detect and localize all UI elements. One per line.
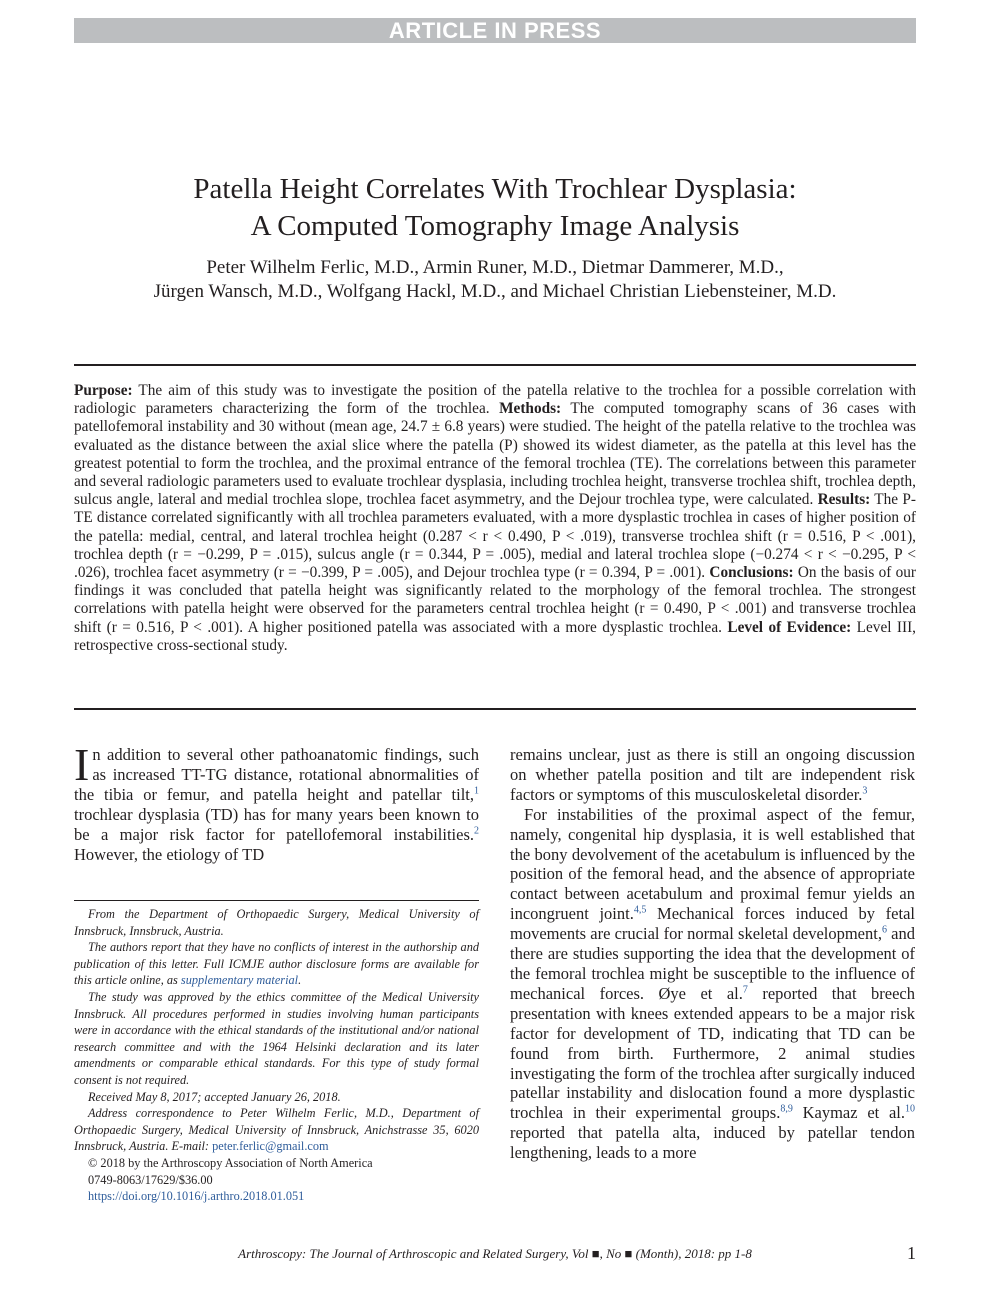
intro-text-b: trochlear dysplasia (TD) has for many years been known to be a major risk factor for patellofemoral instabilities. [74,804,479,844]
doi-link[interactable]: https://doi.org/10.1016/j.arthro.2018.01.051 [88,1189,305,1204]
ref-link[interactable]: 1 [474,785,479,797]
body-text: Kaymaz et al. [792,1103,906,1123]
author-list [74,256,916,304]
ethics-note: The study was approved by the ethics committee of the Medical University Innsbruck. All procedures performed in studies involving human participants were in accordance with the ethical standards of the institutional and/or national research committee and with the 1964 Helsinki declaration and its later amendments or comparable ethical standards. For this type of study formal consent is not required. [74,989,479,1087]
body-text: and there are studies supporting the idea that the development of the femoral trochlea might be susceptible to the influence of mechanical forces. Øye et al. [510,924,915,1003]
ref-link[interactable]: 10 [905,1103,916,1115]
methods-label: Methods: [499,400,562,418]
results-label: Results: [817,491,871,509]
body-paragraph-2 [510,805,915,1163]
title-line-2: A Computed Tomography Image Analysis [250,210,740,242]
coi-text: The authors report that they have no conflicts of interest in the authorship and publication of this letter. Full ICMJE author disclosure forms are available for this article online, as [74,940,479,988]
body-text: For instabilities of the proximal aspect of the femur, namely, congenital hip dysplasia, it is well established that the bony devolvement of the acetabulum is influenced by the position of the femoral head, and the absence of appropriate contact between acetabulum and proximal femur yields an incongruent joint. [510,804,915,924]
address-note [74,1105,479,1155]
abstract-top-rule [74,364,916,366]
left-column [74,739,479,864]
drop-cap: I [74,739,90,790]
issn-note: 0749-8063/17629/$36.00 [88,1172,213,1187]
affiliation-note: From the Department of Orthopaedic Surgery, Medical University of Innsbruck, Innsbruck, Austria. [74,907,479,938]
journal-footer: Arthroscopy: The Journal of Arthroscopic and Related Surgery, Vol ■, No ■ (Month), 2018: pp 1-8 [238,1246,752,1261]
footnote-rule [74,900,479,901]
address-text: Address correspondence to Peter Wilhelm Ferlic, M.D., Department of Orthopaedic Surgery, Medical University of Innsbruck, Anichstrasse 35, 6020 Innsbruck, Austria. E-mail: [74,1106,479,1154]
level-of-evidence-text: Level III, retrospective cross-sectional study. [74,618,917,654]
copyright-note: © 2018 by the Arthroscopy Association of North America [88,1155,373,1170]
authors-line-2: Jürgen Wansch, M.D., Wolfgang Hackl, M.D., and Michael Christian Liebensteiner, M.D. [153,281,837,302]
email-link[interactable]: peter.ferlic@gmail.com [212,1139,329,1154]
abstract-bottom-rule [74,708,916,710]
article-title [74,171,916,245]
ref-link[interactable]: 7 [742,984,748,996]
body-paragraph-1 [510,745,915,805]
intro-paragraph [74,739,479,864]
abstract [74,382,916,655]
conclusions-text: On the basis of our findings it was concluded that patella height was significantly related to the morphology of the femoral trochlea. The strongest correlations with patella height were observed for the parameters central trochlea height (r = 0.490, P < .001) and transverse trochlea shift (r = 0.516, P < .001). A higher positioned patella was associated with a more dysplastic trochlea. [74,564,916,636]
ref-link[interactable]: 2 [474,825,479,837]
right-column [510,745,915,1163]
article-in-press-banner: ARTICLE IN PRESS [74,18,916,43]
footnotes [74,906,479,1205]
body-text: reported that patella alta, induced by patellar tendon lengthening, leads to a more [510,1123,915,1163]
page-number: 1 [907,1243,916,1263]
received-note: Received May 8, 2017; accepted January 26, 2018. [88,1089,341,1104]
results-text: The P-TE distance correlated significantly with all trochlea parameters evaluated, with a more dysplastic trochlea in cases of higher position of the patella: medial, central, and lateral trochlea height (0.287 < r < 0.490, P < .019), transverse trochlea shift (r = 0.516, P < .001), trochlea depth (r = −0.299, P = .015), sulcus angle (r = 0.344, P = .005), medial and lateral trochlea slope (−0.274 < r < −0.295, P < .026), trochlea facet asymmetry (r = −0.399, P = .005), and Dejour trochlea type (r = 0.394, P = .001). [74,491,916,582]
coi-note [74,939,479,989]
body-text: remains unclear, just as there is still an ongoing discussion on whether patella position and tilt are independent risk factors or symptoms of this musculoskeletal disorder. [510,745,915,804]
title-line-1: Patella Height Correlates With Trochlear Dysplasia: [193,173,797,205]
supplementary-material-link[interactable]: supplementary material [180,973,299,988]
methods-text: The computed tomography scans of 36 cases with patellofemoral instability and 30 without (mean age, 24.7 ± 6.8 years) were studied. The height of the patella relative to the trochlea was evaluated as the distance between the axial slice where the patella (P) showed its widest diameter, as the patella at this level has the greatest potential to form the trochlea, and the proximal entrance of the femoral trochlea (TE). The correlations between this parameter and several radiologic parameters used to evaluate trochlear dysplasia, including trochlea height, transverse trochlea shift, trochlea depth, sulcus angle, lateral and medial trochlea slope, trochlea facet asymmetry, and the Dejour trochlea type, were calculated. [74,400,916,509]
authors-line-1: Peter Wilhelm Ferlic, M.D., Armin Runer, M.D., Dietmar Dammerer, M.D., [206,257,784,278]
ref-link[interactable]: 8,9 [780,1103,793,1115]
ref-link[interactable]: 6 [881,924,887,936]
body-text: Mechanical forces induced by fetal movements are crucial for normal skeletal development, [510,904,915,944]
conclusions-label: Conclusions: [709,564,794,582]
purpose-text: The aim of this study was to investigate the position of the patella relative to the trochlea for a possible correlation with radiologic parameters characterizing the form of the trochlea. [74,382,916,418]
intro-text-c: However, the etiology of TD [74,844,265,864]
ref-link[interactable]: 4,5 [633,904,647,916]
body-text: reported that breech presentation with knees extended appears to be a major risk factor for development of TD, indicating that TD can be found from birth. Furthermore, 2 animal studies investigating the form of the trochlea after surgically induced patellar instability and dislocation found a more dysplastic trochlea in their experimental groups. [510,983,915,1123]
purpose-label: Purpose: [74,382,133,399]
intro-text-a: n addition to several other pathoanatomic findings, such as increased TT-TG distance, rotational abnormalities of the tibia or femur, and patella height and patellar tilt, [74,745,479,804]
ref-link[interactable]: 3 [862,785,868,797]
coi-end: . [298,973,302,988]
level-of-evidence-label: Level of Evidence: [727,618,852,636]
